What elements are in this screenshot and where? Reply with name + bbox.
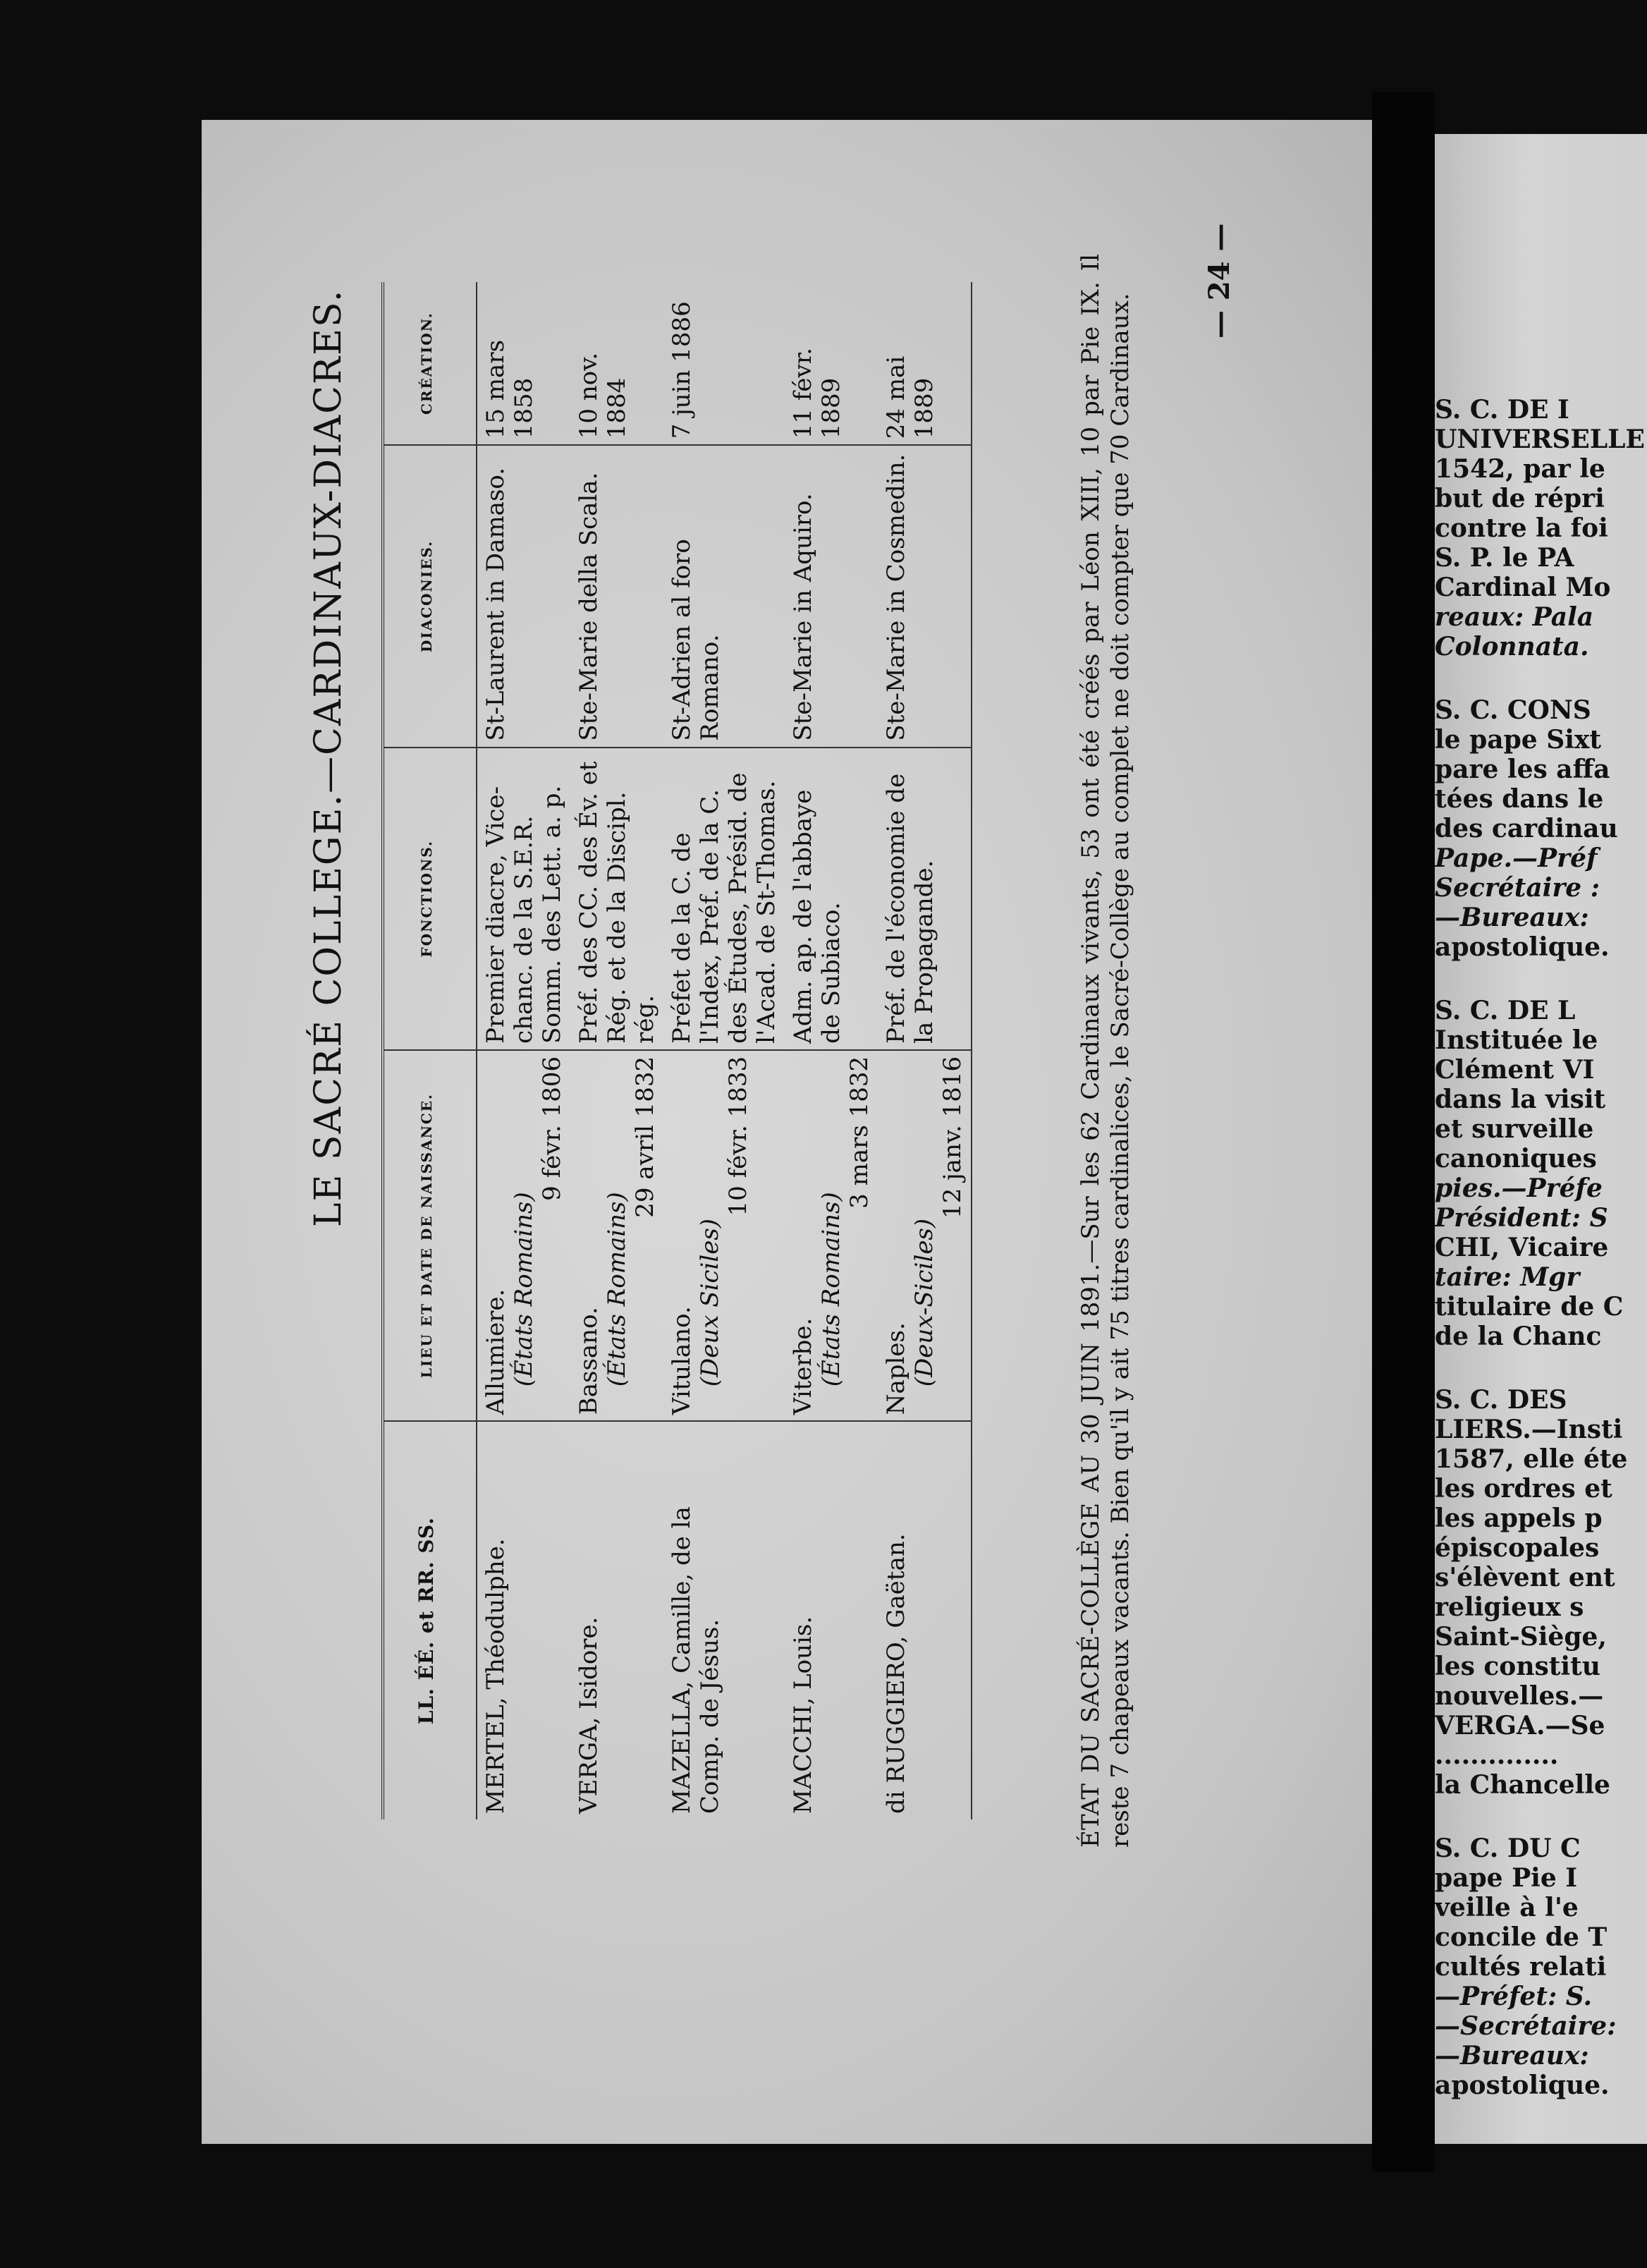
right-page-line: épiscopales: [1435, 1533, 1600, 1563]
birth-place: Viterbe.: [789, 1317, 817, 1415]
cell-diaconie: Ste-Marie in Aquiro.: [785, 445, 878, 747]
cell-name: MACCHI, Louis.: [789, 1616, 817, 1814]
right-page-line: —Bureaux:: [1435, 2041, 1589, 2071]
right-page-line: cultés relati: [1435, 1952, 1607, 1982]
right-page-line: Secrétaire :: [1435, 873, 1600, 903]
footnote: ÉTAT DU SACRÉ-COLLÈGE AU 30 JUIN 1891.—Sur les 62 Cardinaux vivants, 53 ont été créés par Léon XIII, 10 par Pie IX. Il reste 7 chapeaux vacants. Bien qu'il y ait 75 titres cardinalices, le Sacré-Collège au complet ne doit compter que 70 Cardinaux.: [1077, 254, 1134, 1848]
birth-place: Vitulano.: [668, 1306, 696, 1415]
cell-birth: [785, 1050, 878, 1421]
cell-diaconie: Ste-Marie della Scala.: [570, 445, 663, 747]
birth-region: (Deux-Siciles): [910, 1218, 938, 1387]
right-page-line: S. C. DE L: [1435, 996, 1576, 1025]
right-page-line: ..............: [1435, 1740, 1559, 1770]
header-diaconies: DIACONIES.: [383, 445, 477, 747]
right-page-line: canoniques: [1435, 1144, 1597, 1173]
birth-date: 10 févr. 1833: [724, 1056, 752, 1217]
table-row: [477, 282, 570, 1819]
right-page-line: titulaire de C: [1435, 1292, 1624, 1322]
right-page-line: VERGA.—Se: [1435, 1711, 1605, 1740]
rotated-content: [202, 120, 1372, 2144]
right-page-line: des cardinau: [1435, 814, 1618, 843]
cell-creation: 15 mars 1858: [477, 282, 570, 445]
right-page-line: nouvelles.—: [1435, 1681, 1604, 1711]
cell-birth: [570, 1050, 663, 1421]
right-page-line: Cardinal Mo: [1435, 573, 1611, 602]
cell-diaconie: St-Adrien al foro Romano.: [663, 445, 785, 747]
right-page-line: s'élèvent ent: [1435, 1563, 1615, 1592]
header-birth: LIEU ET DATE DE NAISSANCE.: [383, 1050, 477, 1421]
right-page-line: S. C. DU C: [1435, 1834, 1581, 1863]
right-page-line: la Chancelle: [1435, 1770, 1610, 1800]
header-names: LL. ÉÉ. et RR. SS.: [383, 1421, 477, 1819]
right-page-line: LIERS.—Insti: [1435, 1415, 1623, 1444]
birth-region: (Deux Siciles): [696, 1218, 724, 1387]
header-functions: FONCTIONS.: [383, 748, 477, 1050]
cell-functions: Préf. de l'économie de la Propagande.: [878, 748, 972, 1050]
right-page-line: le pape Sixt: [1435, 725, 1601, 755]
birth-date: 9 févr. 1806: [538, 1056, 566, 1201]
right-page-line: Clément VI: [1435, 1055, 1595, 1085]
birth-region: (États Romains): [510, 1192, 538, 1387]
right-page: [1435, 134, 1647, 2144]
right-page-line: veille à l'e: [1435, 1893, 1579, 1922]
right-page-line: 1587, elle éte: [1435, 1444, 1628, 1474]
birth-place: Bassano.: [575, 1307, 603, 1415]
right-page-line: concile de T: [1435, 1922, 1608, 1952]
right-page-line: de la Chanc: [1435, 1322, 1602, 1351]
right-page-line: Saint-Siège,: [1435, 1622, 1607, 1652]
cell-name: MERTEL, Théodulphe.: [482, 1538, 510, 1814]
right-page-line: les appels p: [1435, 1504, 1603, 1533]
right-page-line: les ordres et: [1435, 1474, 1612, 1504]
right-page-line: et surveille: [1435, 1114, 1594, 1144]
cell-functions: Adm. ap. de l'abbaye de Subiaco.: [785, 748, 878, 1050]
right-page-line: apostolique.: [1435, 932, 1610, 962]
cell-creation: 10 nov. 1884: [570, 282, 663, 445]
cell-birth: [663, 1050, 785, 1421]
right-page-line: —Bureaux:: [1435, 903, 1589, 932]
right-page-line: —Secrétaire:: [1435, 2011, 1617, 2041]
cardinals-table: [381, 282, 972, 1819]
cell-functions: Préfet de la C. de l'Index, Préf. de la C. des Études, Présid. de l'Acad. de St-Thomas.: [663, 748, 785, 1050]
cell-diaconie: St-Laurent in Damaso.: [477, 445, 570, 747]
right-page-line: but de répri: [1435, 484, 1605, 513]
right-page-line: —Préfet: S.: [1435, 1982, 1593, 2011]
right-page-line: contre la foi: [1435, 513, 1608, 543]
table-row: [878, 282, 972, 1819]
right-page-line: pare les affa: [1435, 755, 1610, 784]
cell-functions: Préf. des CC. des Év. et Rég. et de la Discipl. rég.: [570, 748, 663, 1050]
table-header-row: [383, 282, 477, 1819]
right-page-line: reaux: Pala: [1435, 602, 1594, 632]
right-page-line: Président: S: [1435, 1203, 1608, 1233]
page-gutter: [1372, 92, 1435, 2172]
right-page-line: apostolique.: [1435, 2071, 1610, 2100]
table-row: [785, 282, 878, 1819]
birth-date: 29 avril 1832: [631, 1056, 659, 1218]
page-number: — 24 —: [1203, 223, 1236, 339]
cell-creation: 11 févr. 1889: [785, 282, 878, 445]
birth-place: Allumiere.: [482, 1288, 510, 1415]
right-page-line: les constitu: [1435, 1652, 1600, 1681]
birth-place: Naples.: [882, 1322, 910, 1415]
birth-region: (États Romains): [603, 1192, 631, 1387]
right-page-line: Colonnata.: [1435, 632, 1589, 662]
birth-date: 12 janv. 1816: [938, 1056, 967, 1219]
right-page-line: pies.—Préfe: [1435, 1173, 1603, 1203]
right-page-line: S. C. CONS: [1435, 695, 1591, 725]
right-page-line: religieux s: [1435, 1592, 1584, 1622]
right-page-line: S. C. DE I: [1435, 395, 1569, 425]
right-page-line: Pape.—Préf: [1435, 843, 1598, 873]
right-page-line: taire: Mgr: [1435, 1262, 1580, 1292]
right-page-line: pape Pie I: [1435, 1863, 1578, 1893]
right-page-line: S. P. le PA: [1435, 543, 1574, 573]
table-row: [663, 282, 785, 1819]
right-page-line: 1542, par le: [1435, 454, 1605, 484]
cell-name: VERGA, Isidore.: [575, 1616, 603, 1814]
table-row: [570, 282, 663, 1819]
cell-name: MAZELLA, Camille, de la Comp. de Jésus.: [668, 1506, 724, 1814]
cell-diaconie: Ste-Marie in Cosmedin.: [878, 445, 972, 747]
cell-birth: [878, 1050, 972, 1421]
cell-creation: 24 mai 1889: [878, 282, 972, 445]
right-page-line: Instituée le: [1435, 1025, 1598, 1055]
birth-date: 3 mars 1832: [845, 1056, 874, 1209]
cell-functions: Premier diacre, Vice-chanc. de la S.E.R. Somm. des Lett. a. p.: [477, 748, 570, 1050]
left-page: [202, 120, 1372, 2144]
header-creation: CRÉATION.: [383, 282, 477, 445]
cell-birth: [477, 1050, 570, 1421]
birth-region: (États Romains): [817, 1192, 845, 1387]
cell-name: di RUGGIERO, Gaëtan.: [878, 1421, 972, 1819]
right-page-line: tées dans le: [1435, 784, 1604, 814]
right-page-line: UNIVERSELLE: [1435, 425, 1645, 454]
page-title: LE SACRÉ COLLEGE.—CARDINAUX-DIACRES.: [307, 288, 350, 1227]
cell-creation: 7 juin 1886: [663, 282, 785, 445]
right-page-line: S. C. DES: [1435, 1385, 1567, 1415]
right-page-line: CHI, Vicaire: [1435, 1233, 1609, 1262]
right-page-line: dans la visit: [1435, 1085, 1606, 1114]
